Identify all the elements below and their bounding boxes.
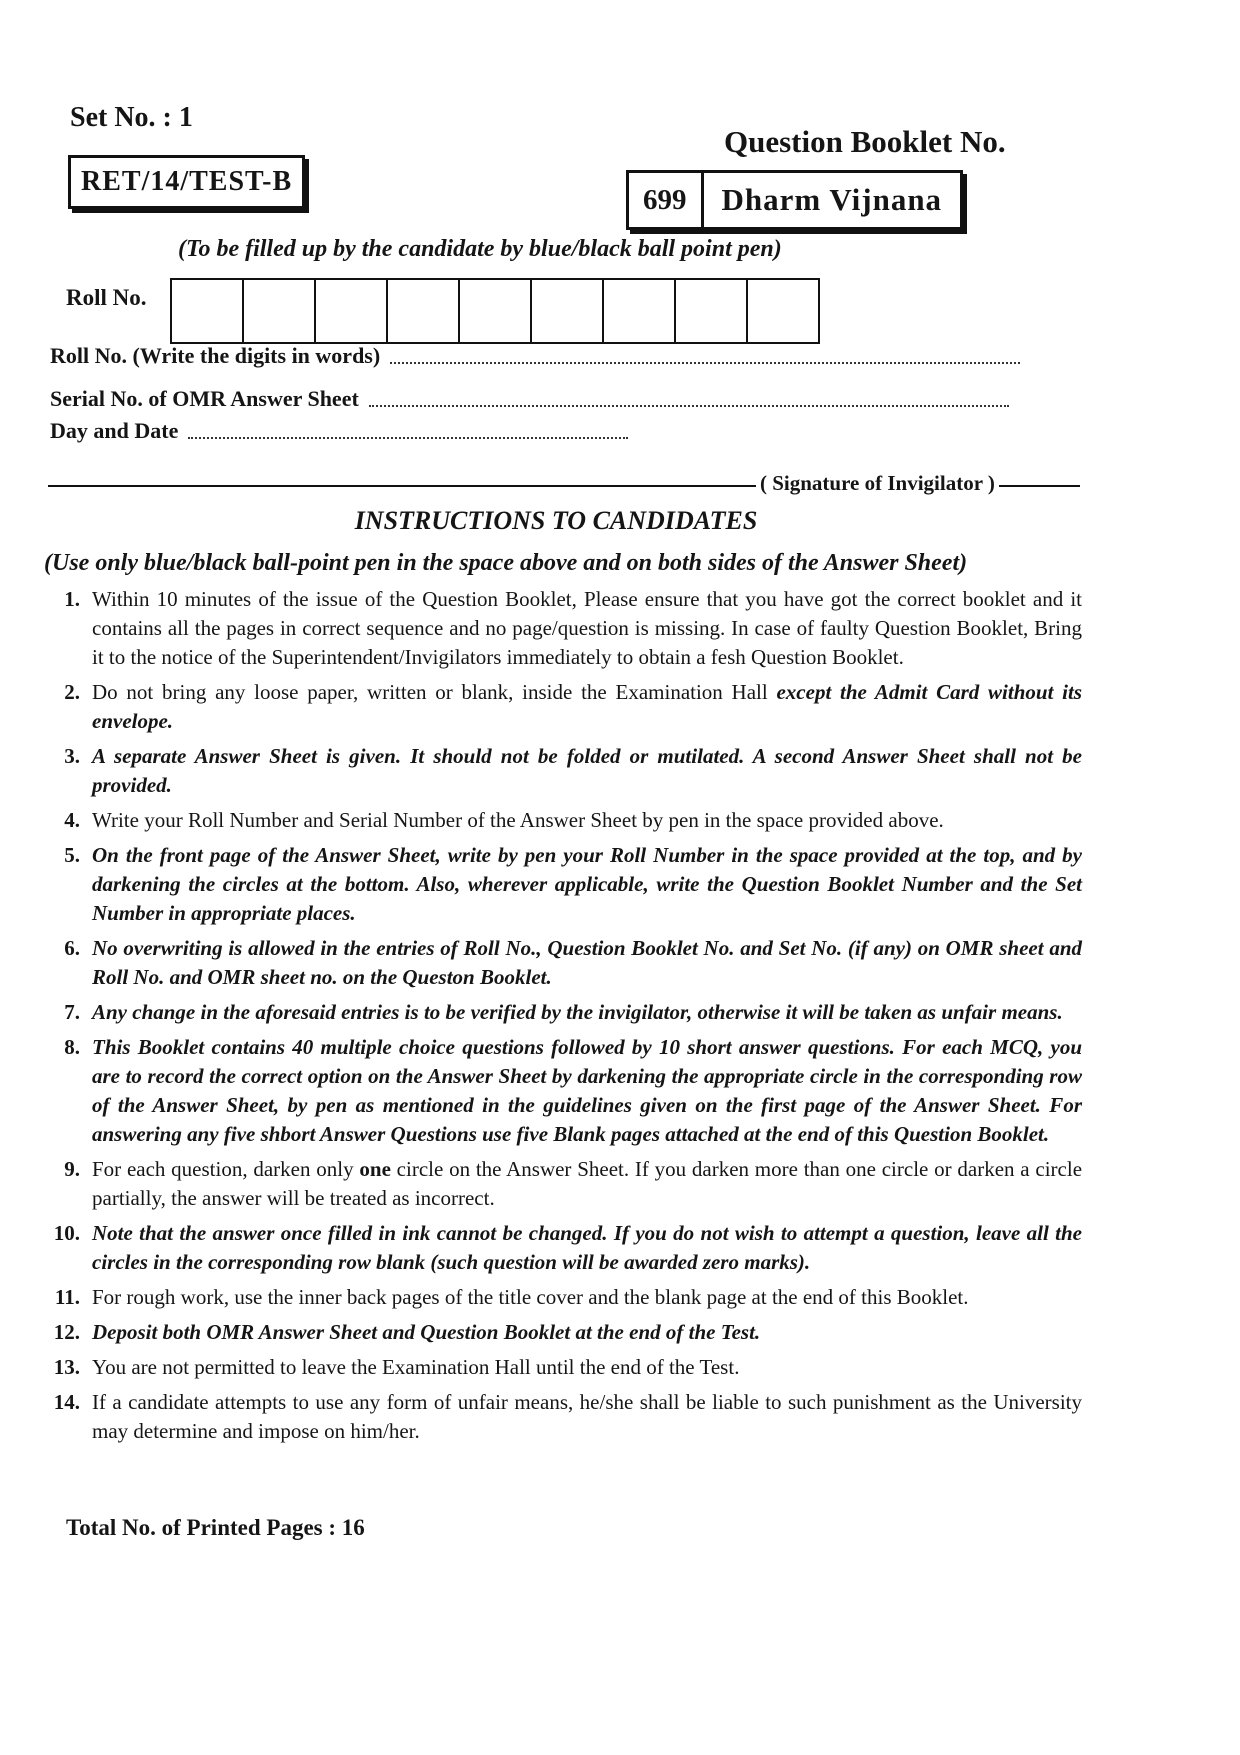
instruction-text: On the front page of the Answer Sheet, write by pen your Roll Number in the space provided at the top, and by darkening the circles at the bottom. Also, wherever applicable, write the Question Booklet Number and the Set Number in appropriate places. <box>92 843 1082 925</box>
omr-serial-line[interactable] <box>369 404 1009 407</box>
instruction-number: 7. <box>64 1000 80 1024</box>
instruction-text-plain: Do not bring any loose paper, written or blank, inside the Examination Hall <box>92 680 768 704</box>
instruction-number: 13. <box>53 1355 80 1379</box>
instruction-text <box>92 678 1082 736</box>
roll-digit-box[interactable] <box>532 280 604 342</box>
instruction-item <box>34 1388 1082 1446</box>
instruction-text: Deposit both OMR Answer Sheet and Question Booklet at the end of the Test. <box>92 1320 761 1344</box>
instruction-number: 2. <box>64 680 80 704</box>
instruction-item <box>34 841 1082 928</box>
roll-digit-box[interactable] <box>316 280 388 342</box>
instruction-number: 14. <box>53 1390 80 1414</box>
instruction-item <box>34 1033 1082 1149</box>
instruction-text: Note that the answer once filled in ink cannot be changed. If you do not wish to attempt a question, leave all the circles in the corresponding row blank (such question will be awarded zero marks). <box>92 1221 1082 1274</box>
roll-in-words-label: Roll No. (Write the digits in words) <box>50 343 381 368</box>
instruction-number: 5. <box>64 843 80 867</box>
instruction-text: For rough work, use the inner back pages of the title cover and the blank page at the end of this Booklet. <box>92 1285 969 1309</box>
day-date-line[interactable] <box>188 436 628 439</box>
day-date-label: Day and Date <box>50 418 179 443</box>
instruction-item <box>34 742 1082 800</box>
instructions-subtitle: (Use only blue/black ball-point pen in the space above and on both sides of the Answer Sheet) <box>44 550 968 576</box>
instruction-number: 10. <box>53 1221 80 1245</box>
instruction-item <box>34 934 1082 992</box>
instruction-text: No overwriting is allowed in the entries of Roll No., Question Booklet No. and Set No. (if any) on OMR sheet and Roll No. and OMR sheet no. on the Queston Booklet. <box>92 936 1082 989</box>
instruction-item <box>34 806 1082 835</box>
instruction-item <box>34 678 1082 736</box>
instruction-item <box>34 998 1082 1027</box>
instruction-text: Within 10 minutes of the issue of the Question Booklet, Please ensure that you have got the correct booklet and it contains all the pages in correct sequence and no page/question is missing. In case of faulty Question Booklet, Bring it to the notice of the Superintendent/Invigilators immediately to obtain a fesh Question Booklet. <box>92 587 1082 669</box>
instruction-text-plain: circle on the Answer Sheet. If you darken more than one circle or darken a circle partially, the answer will be treated as incorrect. <box>92 1157 1083 1210</box>
day-date-field[interactable] <box>50 418 628 444</box>
instruction-text: A separate Answer Sheet is given. It should not be folded or mutilated. A second Answer Sheet shall not be provided. <box>92 744 1082 797</box>
omr-serial-field[interactable] <box>50 386 1009 412</box>
instructions-title: INSTRUCTIONS TO CANDIDATES <box>354 506 758 535</box>
set-number: Set No. : 1 <box>70 102 193 133</box>
roll-digit-box[interactable] <box>460 280 532 342</box>
instruction-item <box>34 1155 1082 1213</box>
instruction-text-plain: For each question, darken only <box>92 1157 354 1181</box>
roll-digit-box[interactable] <box>604 280 676 342</box>
roll-in-words-field[interactable] <box>50 343 1020 369</box>
roll-digit-box[interactable] <box>244 280 316 342</box>
instruction-number: 12. <box>53 1320 80 1344</box>
instruction-number: 1. <box>64 587 80 611</box>
instruction-number: 8. <box>64 1035 80 1059</box>
instruction-number: 3. <box>64 744 80 768</box>
instruction-item <box>34 1219 1082 1277</box>
instruction-number: 11. <box>54 1285 80 1309</box>
instruction-text: This Booklet contains 40 multiple choice questions followed by 10 short answer questions. For each MCQ, you are to record the correct option on the Answer Sheet by darkening the appropriate circle in the corresponding row of the Answer Sheet, by pen as mentioned in the guidelines given on the first page of the Answer Sheet. For answering any five shbort Answer Questions use five Blank pages attached at the end of this Question Booklet. <box>92 1035 1082 1146</box>
instruction-text-bold: one <box>359 1157 391 1181</box>
instruction-item <box>34 1283 1082 1312</box>
instruction-text: You are not permitted to leave the Examination Hall until the end of the Test. <box>92 1355 740 1379</box>
roll-in-words-line[interactable] <box>390 361 1020 364</box>
instruction-item <box>34 585 1082 672</box>
booklet-number: 699 <box>629 173 704 227</box>
question-booklet-box <box>626 170 963 230</box>
omr-serial-label: Serial No. of OMR Answer Sheet <box>50 386 359 411</box>
instruction-text-emphasis: except the Admit Card without its envelope. <box>92 680 1082 733</box>
instruction-number: 9. <box>64 1157 80 1181</box>
roll-digit-box[interactable] <box>172 280 244 342</box>
paper-code-box: RET/14/TEST-B <box>68 155 305 209</box>
roll-digit-box[interactable] <box>748 280 818 342</box>
instruction-text <box>92 1155 1082 1213</box>
instruction-number: 6. <box>64 936 80 960</box>
subject-name: Dharm Vijnana <box>721 182 943 217</box>
instruction-number: 4. <box>64 808 80 832</box>
fill-note: (To be filled up by the candidate by blue/black ball point pen) <box>178 236 782 262</box>
roll-digit-box[interactable] <box>388 280 460 342</box>
instruction-item <box>34 1353 1082 1382</box>
question-booklet-label: Question Booklet No. <box>724 124 1006 159</box>
instruction-text: Write your Roll Number and Serial Number of the Answer Sheet by pen in the space provided above. <box>92 808 944 832</box>
roll-no-grid[interactable] <box>170 278 820 344</box>
roll-no-label: Roll No. <box>66 285 147 310</box>
invigilator-signature-label: ( Signature of Invigilator ) <box>756 471 999 496</box>
instructions-list <box>34 585 1082 1452</box>
instruction-item <box>34 1318 1082 1347</box>
instruction-text: If a candidate attempts to use any form of unfair means, he/she shall be liable to such punishment as the University may determine and impose on him/her. <box>92 1390 1082 1443</box>
roll-digit-box[interactable] <box>676 280 748 342</box>
instruction-text: Any change in the aforesaid entries is to be verified by the invigilator, otherwise it will be taken as unfair means. <box>92 1000 1063 1024</box>
total-printed-pages: Total No. of Printed Pages : 16 <box>66 1515 365 1540</box>
